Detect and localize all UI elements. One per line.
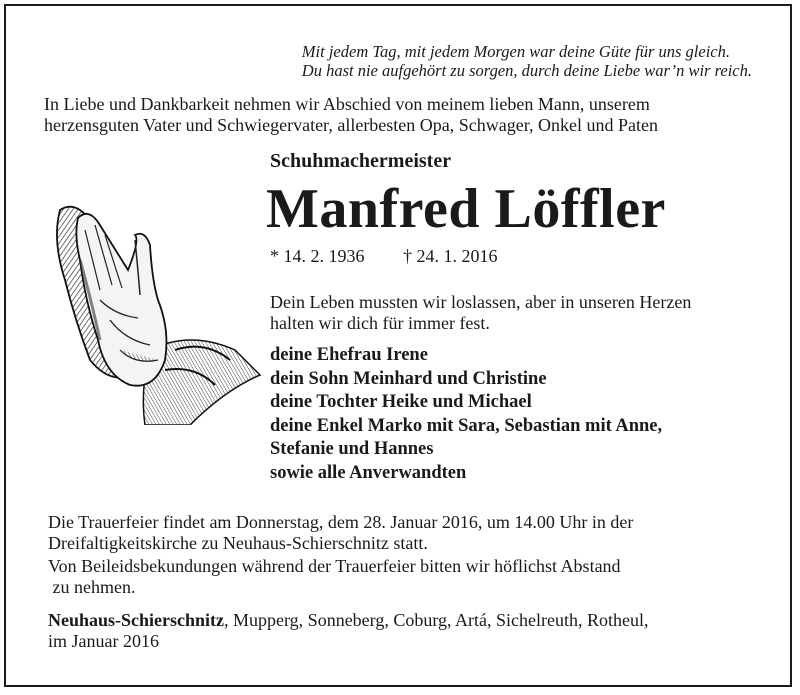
condolence-line: Von Beileidsbekundungen während der Trauerfeier bitten wir höflichst Abstand — [48, 556, 621, 576]
mourners-list — [270, 344, 770, 485]
place-others: , Mupperg, Sonneberg, Coburg, Artá, Sichelreuth, Rotheul, — [224, 610, 649, 630]
date-line: im Januar 2016 — [48, 631, 159, 651]
mourner-line: deine Ehefrau Irene — [270, 345, 428, 365]
funeral-info — [48, 512, 758, 554]
intro-line: herzensguten Vater und Schwiegervater, allerbesten Opa, Schwager, Onkel und Paten — [44, 115, 659, 135]
mourner-line: deine Tochter Heike und Michael — [270, 392, 532, 412]
poem — [302, 42, 752, 80]
praying-hands-icon — [40, 200, 265, 425]
condolence-note — [48, 556, 728, 598]
mourner-line: deine Enkel Marko mit Sara, Sebastian mit Anne, — [270, 415, 663, 436]
verse — [270, 292, 760, 334]
intro-line: In Liebe und Dankbarkeit nehmen wir Abschied von meinem lieben Mann, unserem — [44, 94, 650, 114]
mourner-line: Stefanie und Hannes — [270, 439, 434, 459]
places-date — [48, 610, 748, 652]
places-line — [48, 610, 748, 631]
birth-date: * 14. 2. 1936 — [270, 246, 365, 266]
deceased-name: Manfred Löffler — [266, 178, 666, 240]
profession-title: Schuhmachermeister — [270, 150, 452, 172]
condolence-line: zu nehmen. — [48, 577, 136, 597]
place-main: Neuhaus-Schierschnitz — [48, 610, 225, 630]
funeral-line: Die Trauerfeier findet am Donnerstag, dem 28. Januar 2016, um 14.00 Uhr in der — [48, 512, 634, 532]
intro-text — [44, 94, 764, 136]
mourner-line: sowie alle Anverwandten — [270, 462, 467, 483]
mourner-line: dein Sohn Meinhard und Christine — [270, 368, 547, 389]
death-date: † 24. 1. 2016 — [403, 246, 498, 266]
poem-line: Mit jedem Tag, mit jedem Morgen war deine Güte für uns gleich. — [301, 42, 730, 61]
life-dates — [270, 246, 532, 267]
verse-line: halten wir dich für immer fest. — [270, 313, 490, 333]
funeral-line: Dreifaltigkeitskirche zu Neuhaus-Schierschnitz statt. — [48, 533, 428, 553]
verse-line: Dein Leben mussten wir loslassen, aber in unseren Herzen — [270, 292, 692, 312]
poem-line: Du hast nie aufgehört zu sorgen, durch deine Liebe war’n wir reich. — [301, 61, 752, 80]
